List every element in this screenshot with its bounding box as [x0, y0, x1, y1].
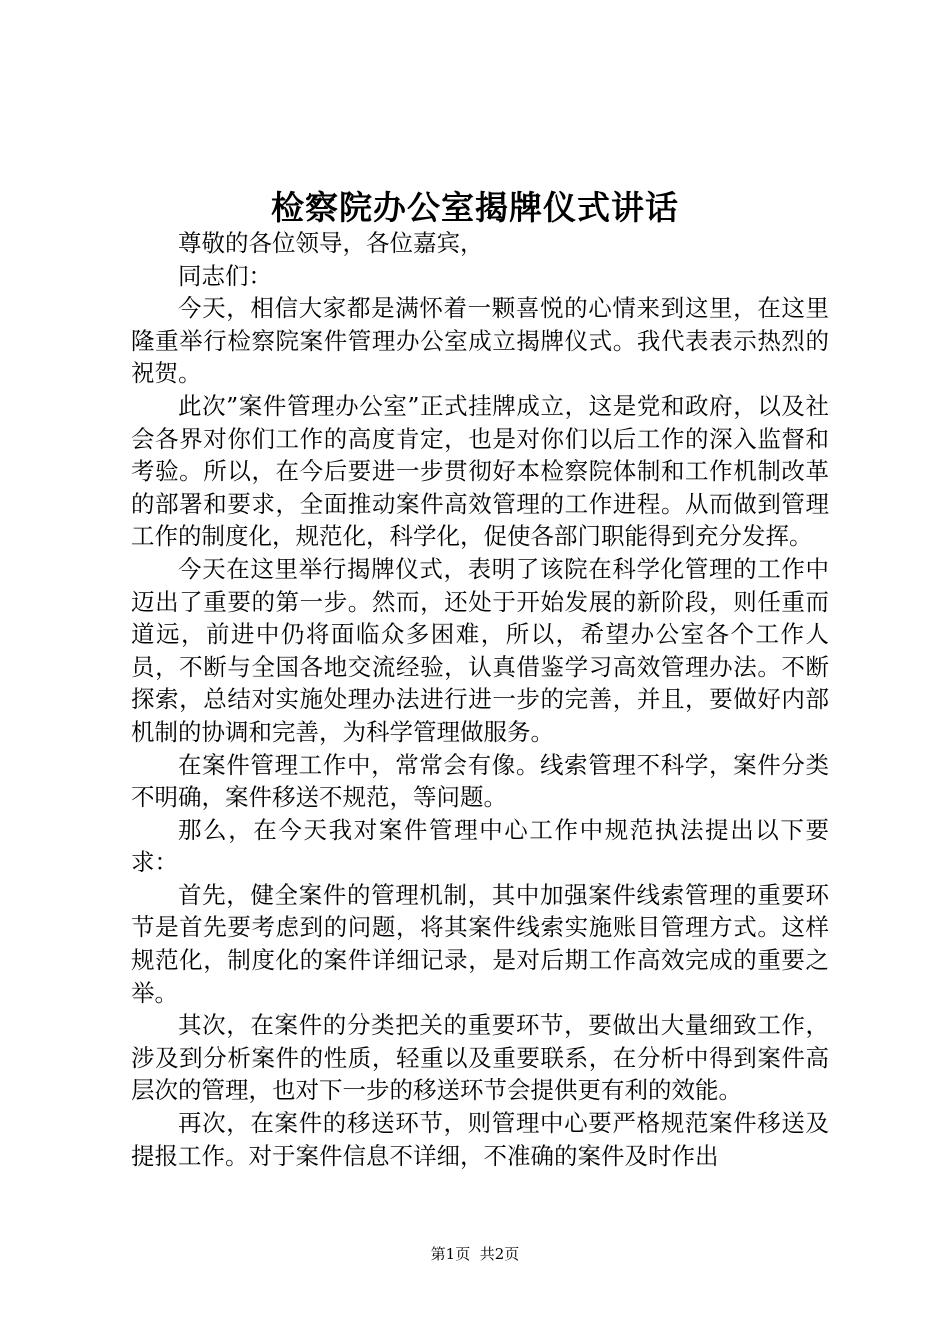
page-number: 第1页 [430, 1245, 471, 1263]
paragraph: 在案件管理工作中，常常会有像。线索管理不科学，案件分类不明确，案件移送不规范，等问题。 [131, 750, 829, 812]
paragraph-greeting: 尊敬的各位领导，各位嘉宾， [178, 229, 484, 257]
paragraph: 今天，相信大家都是满怀着一颗喜悦的心情来到这里，在这里隆重举行检察院案件管理办公室成立揭牌仪式。我代表表示热烈的祝贺。 [131, 294, 829, 388]
paragraph-salutation: 同志们： [178, 261, 272, 290]
paragraph: 今天在这里举行揭牌仪式，表明了该院在科学化管理的工作中迈出了重要的第一步。然而，还处于开始发展的新阶段，则任重而道远，前进中仍将面临众多困难，所以，希望办公室各个工作人员，不断与全国各地交流经验，认真借鉴学习高效管理办法。不断探索，总结对实施处理办法进行进一步的完善，并且，要做好内部机制的协调和完善，为科学管理做服务。 [131, 554, 829, 746]
document-body [131, 227, 829, 1172]
paragraph: 首先，健全案件的管理机制，其中加强案件线索管理的重要环节是首先要考虑到的问题，将其案件线索实施账目管理方式。这样规范化，制度化的案件详细记录，是对后期工作高效完成的重要之举。 [131, 880, 829, 1007]
paragraph: 那么，在今天我对案件管理中心工作中规范执法提出以下要求： [131, 815, 829, 877]
paragraph: 其次，在案件的分类把关的重要环节，要做出大量细致工作，涉及到分析案件的性质，轻重以及重要联系，在分析中得到案件高层次的管理，也对下一步的移送环节会提供更有利的效能。 [131, 1011, 829, 1105]
page-total: 共2页 [479, 1245, 520, 1263]
document-title: 检察院办公室揭牌仪式讲话 [271, 188, 679, 227]
paragraph: 再次，在案件的移送环节，则管理中心要严格规范案件移送及提报工作。对于案件信息不详细，不准确的案件及时作出 [131, 1109, 829, 1170]
page-footer [0, 1244, 950, 1264]
paragraph: 此次”案件管理办公室”正式挂牌成立，这是党和政府，以及社会各界对你们工作的高度肯定，也是对你们以后工作的深入监督和考验。所以，在今后要进一步贯彻好本检察院体制和工作机制改革的部署和要求，全面推动案件高效管理的工作进程。从而做到管理工作的制度化，规范化，科学化，促使各部门职能得到充分发挥。 [131, 391, 829, 551]
